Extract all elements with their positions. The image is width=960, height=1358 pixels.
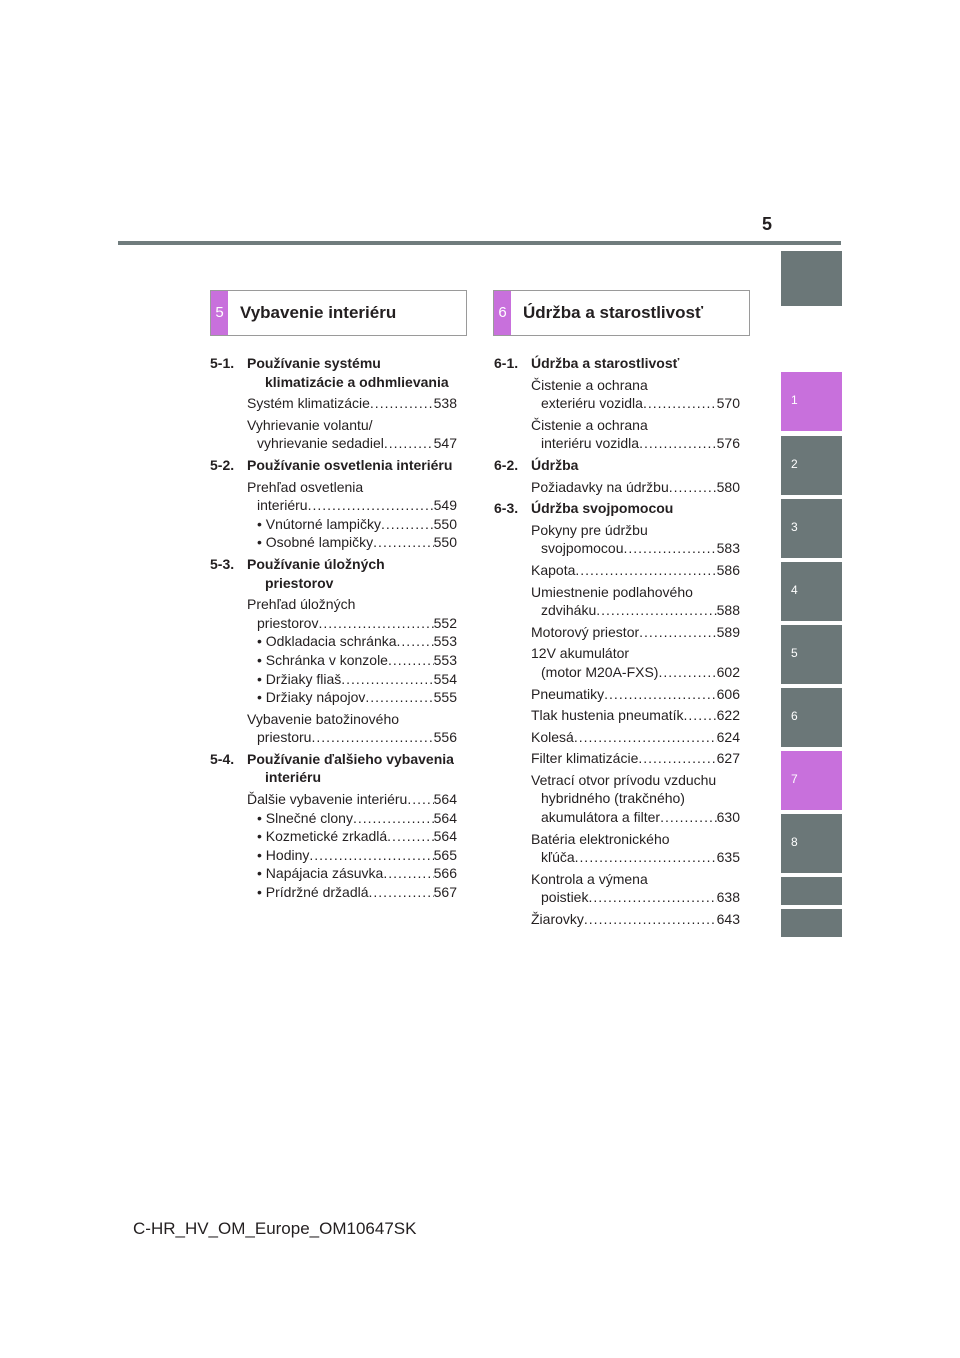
chapter-number: 5-4. xyxy=(210,750,235,767)
section-number: 6 xyxy=(494,291,511,335)
entry-leader-line xyxy=(531,706,740,725)
entry-leader-line xyxy=(531,561,740,580)
entry-title: zdviháku xyxy=(541,602,597,619)
dot-leader xyxy=(643,394,717,413)
subentry-page: 555 xyxy=(433,689,457,706)
entry-title-line: Pokyny pre údržbu xyxy=(531,521,648,538)
chapter-tab-label: 3 xyxy=(791,520,798,534)
toc-entry[interactable] xyxy=(531,416,740,453)
entry-leader-line xyxy=(257,614,457,633)
dot-leader xyxy=(311,728,433,747)
entry-title: Žiarovky xyxy=(531,911,584,928)
subentry-page: 564 xyxy=(433,828,457,845)
entry-page: 580 xyxy=(716,478,740,495)
toc-entry[interactable] xyxy=(531,685,740,704)
chapter-tab-3[interactable] xyxy=(781,499,842,558)
dot-leader xyxy=(639,623,716,642)
dot-leader xyxy=(308,496,434,515)
chapter-tab-7[interactable] xyxy=(781,751,842,810)
subentry-page: 565 xyxy=(433,846,457,863)
entry-page: 606 xyxy=(716,685,740,702)
entry-title: poistiek xyxy=(541,889,589,906)
toc-subentry[interactable] xyxy=(257,688,457,707)
section-title: Vybavenie interiéru xyxy=(240,303,397,322)
dot-leader xyxy=(397,632,434,651)
subentry-title: • Napájacia zásuvka xyxy=(257,865,384,882)
subentry-title: • Prídržné držadlá xyxy=(257,884,369,901)
subentry-title: • Vnútorné lampičky xyxy=(257,515,381,532)
page-number: 5 xyxy=(761,214,772,234)
toc-subentry[interactable] xyxy=(257,515,457,534)
dot-leader xyxy=(387,827,433,846)
dot-leader xyxy=(604,685,716,704)
toc-subentry[interactable] xyxy=(257,670,457,689)
entry-leader-line xyxy=(541,888,740,907)
dot-leader xyxy=(353,809,434,828)
subentry-title: • Držiaky nápojov xyxy=(257,689,366,706)
entry-title-line: Vetrací otvor prívodu vzduchu xyxy=(531,771,717,788)
toc-subentry[interactable] xyxy=(257,883,457,902)
entry-leader-line xyxy=(257,496,457,515)
chapter-tab-label: 8 xyxy=(791,835,798,849)
dot-leader xyxy=(383,864,433,883)
toc-entry[interactable] xyxy=(247,790,457,809)
chapter-tab-label: 1 xyxy=(791,393,798,407)
entry-page: 538 xyxy=(433,395,457,412)
dot-leader xyxy=(341,670,433,689)
chapter-title: Používanie úložných priestorov xyxy=(247,555,385,591)
subentry-title: • Kozmetické zrkadlá xyxy=(257,828,388,845)
dot-leader xyxy=(660,808,717,827)
entry-page: 549 xyxy=(433,497,457,514)
entry-title: Tlak hustenia pneumatík xyxy=(531,707,684,724)
toc-chapter xyxy=(494,354,740,373)
entry-title-line: Prehľad úložných xyxy=(247,596,356,613)
entry-title: Motorový priestor xyxy=(531,623,640,640)
subentry-title: • Hodiny xyxy=(257,846,310,863)
toc-subentry[interactable] xyxy=(257,846,457,865)
header-rule xyxy=(118,241,841,245)
chapter-title: Používanie systému klimatizácie a odhmlievania xyxy=(247,355,449,390)
entry-page: 635 xyxy=(716,849,740,866)
dot-leader xyxy=(370,394,434,413)
section-header-left xyxy=(210,290,467,336)
footer-doc-code: C-HR_HV_OM_Europe_OM10647SK xyxy=(133,1219,417,1238)
dot-leader xyxy=(365,688,433,707)
entry-title: Ďalšie vybavenie interiéru xyxy=(247,791,408,808)
toc-subentry[interactable] xyxy=(257,827,457,846)
chapter-tab-label: 5 xyxy=(791,646,798,660)
chapter-tab-label: 4 xyxy=(791,583,798,597)
chapter-title: Údržba svojpomocou xyxy=(531,500,674,517)
chapter-title: Používanie osvetlenia interiéru xyxy=(247,456,453,473)
subentry-title: • Osobné lampičky xyxy=(257,534,374,551)
chapter-number: 5-1. xyxy=(210,355,235,371)
entry-leader-line xyxy=(531,728,740,747)
entry-title: Filter klimatizácie xyxy=(531,750,639,767)
chapter-tab-label: 7 xyxy=(791,772,798,786)
subentry-page: 567 xyxy=(433,884,457,901)
entry-title: akumulátora a filter xyxy=(541,809,661,826)
entry-page: 622 xyxy=(716,707,740,724)
toc-entry[interactable] xyxy=(531,830,740,867)
dot-leader xyxy=(318,614,433,633)
toc-entry[interactable] xyxy=(247,394,457,413)
toc-entry[interactable] xyxy=(531,706,740,725)
subentry-title: • Slnečné clony xyxy=(257,809,353,826)
toc-entry[interactable] xyxy=(531,771,740,827)
entry-page: 638 xyxy=(716,889,740,906)
entry-page: 630 xyxy=(716,809,740,826)
chapter-tab-1[interactable] xyxy=(781,372,842,431)
entry-leader-line xyxy=(541,663,740,682)
dot-leader xyxy=(384,434,434,453)
chapter-tab-4[interactable] xyxy=(781,562,842,621)
dot-leader xyxy=(407,790,433,809)
chapter-tab-label: 2 xyxy=(791,457,798,471)
entry-title: kľúča xyxy=(541,849,575,866)
entry-title-line: Prehľad osvetlenia xyxy=(247,478,364,495)
entry-title-line: Vyhrievanie volantu/ xyxy=(247,416,373,433)
entry-leader-line xyxy=(531,749,740,768)
entry-title-line: Batéria elektronického xyxy=(531,830,670,847)
subentry-page: 553 xyxy=(433,633,457,650)
dot-leader xyxy=(596,601,716,620)
subentry-title: • Držiaky fliaš xyxy=(257,670,342,687)
subentry-page: 554 xyxy=(433,670,457,687)
entry-page: 643 xyxy=(716,911,740,928)
entry-title-line: Umiestnenie podlahového xyxy=(531,583,693,600)
dot-leader xyxy=(684,706,717,725)
entry-leader-line xyxy=(541,601,740,620)
chapter-tab-2[interactable] xyxy=(781,436,842,495)
chapter-tab[interactable] xyxy=(781,877,842,905)
subentry-title: • Schránka v konzole xyxy=(257,651,388,668)
dot-leader xyxy=(373,533,433,552)
chapter-tab[interactable] xyxy=(781,909,842,937)
toc-entry[interactable] xyxy=(247,710,457,747)
toc-entry[interactable] xyxy=(531,644,740,681)
chapter-tab-5[interactable] xyxy=(781,625,842,684)
entry-title-line: 12V akumulátor xyxy=(531,645,630,662)
chapter-tab[interactable] xyxy=(781,251,842,306)
entry-leader-line xyxy=(531,685,740,704)
dot-leader xyxy=(309,846,433,865)
entry-title: Požiadavky na údržbu xyxy=(531,478,669,495)
toc-chapter xyxy=(494,456,740,475)
toc-entry[interactable] xyxy=(531,521,740,558)
entry-page: 576 xyxy=(716,435,740,452)
toc-entry[interactable] xyxy=(531,376,740,413)
dot-leader xyxy=(575,561,716,580)
entry-leader-line xyxy=(541,434,740,453)
chapter-number: 5-3. xyxy=(210,555,235,572)
dot-leader xyxy=(574,728,717,747)
toc-subentry[interactable] xyxy=(257,809,457,828)
entry-title-line: hybridného (trakčného) xyxy=(541,790,685,807)
entry-leader-line xyxy=(247,790,457,809)
entry-page: 589 xyxy=(716,623,740,640)
entry-title-line: Čistenie a ochrana xyxy=(531,416,648,433)
toc-entry[interactable] xyxy=(531,870,740,907)
dot-leader xyxy=(639,434,717,453)
dot-leader xyxy=(588,888,716,907)
entry-title: interiéru vozidla xyxy=(541,435,640,452)
subentry-page: 566 xyxy=(433,865,457,882)
entry-page: 583 xyxy=(716,540,740,557)
dot-leader xyxy=(669,478,717,497)
entry-title: Kolesá xyxy=(531,728,574,745)
toc-entry[interactable] xyxy=(247,595,457,632)
dot-leader xyxy=(381,515,434,534)
entry-title: Pneumatiky xyxy=(531,685,605,702)
chapter-title: Údržba a starostlivosť xyxy=(531,355,680,371)
subentry-page: 550 xyxy=(433,515,457,532)
chapter-number: 6-3. xyxy=(494,500,519,517)
toc-subentry[interactable] xyxy=(257,864,457,883)
toc-chapter xyxy=(210,456,457,475)
chapter-tab-label: 6 xyxy=(791,709,798,723)
chapter-number: 6-2. xyxy=(494,456,519,473)
entry-leader-line xyxy=(541,848,740,867)
entry-leader-line xyxy=(531,910,740,929)
toc-entry[interactable] xyxy=(531,749,740,768)
entry-title-line: Čistenie a ochrana xyxy=(531,376,648,393)
dot-leader xyxy=(584,910,717,929)
toc-chapter xyxy=(210,750,457,787)
entry-page: 556 xyxy=(433,729,457,746)
entry-title-line: Kontrola a výmena xyxy=(531,870,648,887)
chapter-number: 5-2. xyxy=(210,456,235,473)
entry-page: 564 xyxy=(433,791,457,808)
entry-leader-line xyxy=(541,808,740,827)
toc-subentry[interactable] xyxy=(257,651,457,670)
subentry-page: 550 xyxy=(433,534,457,551)
dot-leader xyxy=(369,883,434,902)
entry-leader-line xyxy=(257,434,457,453)
entry-leader-line xyxy=(247,394,457,413)
chapter-tab-8[interactable] xyxy=(781,814,842,873)
entry-leader-line xyxy=(541,394,740,413)
entry-title: exteriéru vozidla xyxy=(541,395,643,412)
chapter-title: Používanie ďalšieho vybavenia interiéru xyxy=(247,750,454,786)
toc-right-column xyxy=(494,351,740,929)
toc-entry[interactable] xyxy=(531,728,740,747)
entry-title: vyhrievanie sedadiel xyxy=(257,435,384,452)
entry-page: 586 xyxy=(716,561,740,578)
chapter-title: Údržba xyxy=(531,456,579,473)
toc-entry[interactable] xyxy=(531,910,740,929)
toc-entry[interactable] xyxy=(531,583,740,620)
toc-subentry[interactable] xyxy=(257,632,457,651)
entry-page: 602 xyxy=(716,663,740,680)
entry-page: 570 xyxy=(716,395,740,412)
dot-leader xyxy=(388,651,434,670)
section-number: 5 xyxy=(211,291,228,335)
toc-left-column xyxy=(210,351,457,902)
section-title: Údržba a starostlivosť xyxy=(523,303,704,322)
subentry-page: 564 xyxy=(433,809,457,826)
entry-title: (motor M20A-FXS) xyxy=(541,663,659,680)
entry-title: priestoru xyxy=(257,729,312,746)
section-header-right xyxy=(493,290,750,336)
entry-title: Systém klimatizácie xyxy=(247,395,370,412)
subentry-title: • Odkladacia schránka xyxy=(257,633,397,650)
entry-leader-line xyxy=(257,728,457,747)
entry-title: svojpomocou xyxy=(541,540,624,557)
dot-leader xyxy=(638,749,716,768)
entry-title-line: Vybavenie batožinového xyxy=(247,710,400,727)
toc-chapter xyxy=(494,499,740,518)
entry-page: 624 xyxy=(716,728,740,745)
toc-entry[interactable] xyxy=(531,478,740,497)
subentry-page: 553 xyxy=(433,651,457,668)
entry-leader-line xyxy=(531,478,740,497)
entry-page: 552 xyxy=(433,614,457,631)
entry-leader-line xyxy=(541,539,740,558)
chapter-number: 6-1. xyxy=(494,355,519,371)
entry-page: 627 xyxy=(716,750,740,767)
entry-title: priestorov xyxy=(257,614,319,631)
toc-chapter xyxy=(210,354,457,391)
chapter-tab-6[interactable] xyxy=(781,688,842,747)
entry-title: interiéru xyxy=(257,497,308,514)
toc-entry[interactable] xyxy=(247,478,457,515)
entry-page: 588 xyxy=(716,602,740,619)
toc-entry[interactable] xyxy=(531,623,740,642)
entry-leader-line xyxy=(531,623,740,642)
entry-title: Kapota xyxy=(531,561,576,578)
dot-leader xyxy=(658,663,716,682)
toc-chapter xyxy=(210,555,457,592)
dot-leader xyxy=(575,848,717,867)
toc-entry[interactable] xyxy=(247,416,457,453)
toc-entry[interactable] xyxy=(531,561,740,580)
dot-leader xyxy=(624,539,717,558)
entry-page: 547 xyxy=(433,435,457,452)
toc-subentry[interactable] xyxy=(257,533,457,552)
